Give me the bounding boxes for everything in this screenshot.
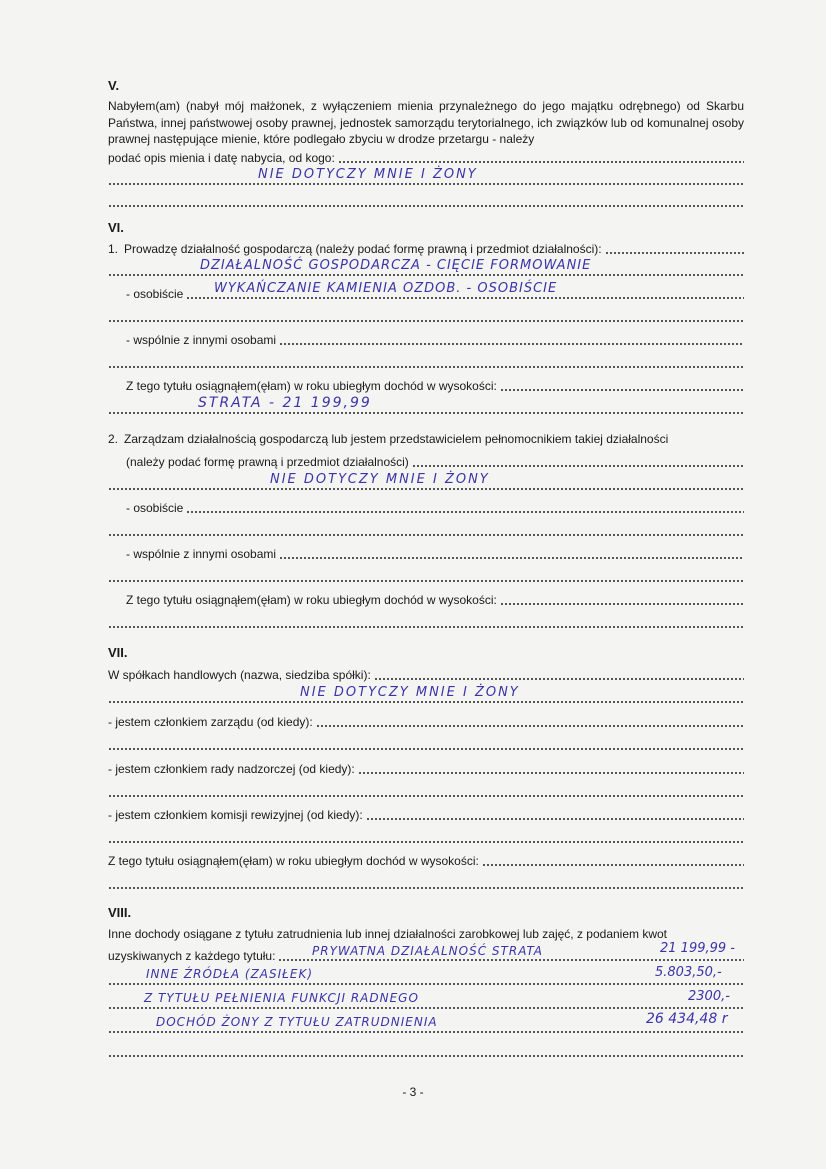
- dotted-line: [186, 297, 744, 299]
- handwritten-income-4-amount: 26 434,48 r: [646, 1011, 728, 1027]
- dotted-line: [108, 1031, 744, 1033]
- vi-dochod-label-line: [108, 377, 744, 395]
- vi-wspolnie2-field[interactable]: [108, 545, 744, 563]
- dotted-line: [108, 626, 744, 628]
- dotted-line: [278, 959, 744, 961]
- field-label: - osobiście: [126, 287, 184, 301]
- field-label: - osobiście: [126, 501, 184, 515]
- dotted-line: [500, 389, 744, 391]
- dotted-line: [605, 252, 744, 254]
- dotted-line: [108, 412, 744, 414]
- dotted-line: [108, 580, 744, 582]
- field-label: podać opis mienia i datę nabycia, od kogo:: [108, 151, 335, 165]
- vi-osobiscie2-field[interactable]: [108, 499, 744, 517]
- field-label: (należy podać formę prawną i przedmiot działalności): [126, 455, 409, 469]
- vii-dochod-field[interactable]: [108, 875, 744, 893]
- section-v-heading: V.: [108, 78, 120, 93]
- field-label: W spółkach handlowych (nazwa, siedziba spółki):: [108, 668, 371, 682]
- field-label: Z tego tytułu osiągnąłem(ęłam) w roku ubiegłym dochód w wysokości:: [108, 854, 479, 868]
- dotted-line: [108, 488, 744, 490]
- viii-label-line-1: [108, 925, 744, 943]
- handwritten-income-2-amount: 5.803,50,-: [655, 965, 722, 980]
- vi-p2-label-line: [108, 430, 744, 448]
- dotted-line: [374, 678, 744, 680]
- handwritten-dochod: STRATA - 21 199,99: [198, 395, 372, 411]
- vii-rada-cont[interactable]: [108, 783, 744, 801]
- field-label: Z tego tytułu osiągnąłem(ęłam) w roku ubiegłym dochód w wysokości:: [126, 593, 497, 607]
- handwritten-osobiscie: WYKAŃCZANIE KAMIENIA OZDOB. - OSOBIŚCIE: [214, 281, 558, 296]
- section-v-paragraph: Nabyłem(am) (nabył mój małżonek, z wyłączeniem mienia przynależnego do jego majątku odrębnego) od Skarbu Państwa, innej państwowej osoby prawnej, jednostek samorządu terytorialnego, ich związków lub od komunalnej osoby prawnej następujące mienie, które podlegało zbyciu w drodze przetargu - należy: [108, 99, 744, 146]
- handwritten-spolki: NIE DOTYCZY MNIE I ŻONY: [300, 685, 520, 700]
- field-label: Zarządzam działalnością gospodarczą lub jestem przedstawicielem pełnomocnikiem takiej działalności: [124, 432, 669, 446]
- vi-osobiscie2-cont[interactable]: [108, 522, 744, 540]
- vii-rada-field[interactable]: [108, 760, 744, 778]
- dotted-line: [366, 818, 744, 820]
- handwritten-income-4: DOCHÓD ŻONY Z TYTUŁU ZATRUDNIENIA: [156, 1015, 438, 1029]
- dotted-line: [108, 534, 744, 536]
- field-label: - jestem członkiem rady nadzorczej (od kiedy):: [108, 762, 355, 776]
- dotted-line: [108, 183, 744, 185]
- dotted-line: [108, 366, 744, 368]
- dotted-line: [108, 983, 744, 985]
- handwritten-p2: NIE DOTYCZY MNIE I ŻONY: [270, 472, 490, 487]
- handwritten-income-1: PRYWATNA DZIAŁALNOŚĆ STRATA: [312, 944, 543, 958]
- vii-dochod-label-line: [108, 852, 744, 870]
- item-number: 1.: [108, 242, 119, 256]
- vii-komisja-field[interactable]: [108, 806, 744, 824]
- handwritten-income-3-amount: 2300,-: [688, 989, 730, 1004]
- vi-wspolnie-cont[interactable]: [108, 354, 744, 372]
- dotted-line: [108, 320, 744, 322]
- item-number: 2.: [108, 432, 119, 446]
- field-label: - wspólnie z innymi osobami: [126, 333, 277, 347]
- section-vii-heading: VII.: [108, 645, 128, 660]
- field-label: Z tego tytułu osiągnąłem(ęłam) w roku ubiegłym dochód w wysokości:: [126, 379, 497, 393]
- field-label: - jestem członkiem komisji rewizyjnej (od kiedy):: [108, 808, 363, 822]
- vi-p1-label-line: [108, 240, 744, 258]
- handwritten-income-3: Z TYTUŁU PEŁNIENIA FUNKCJI RADNEGO: [144, 991, 419, 1005]
- section-viii-heading: VIII.: [108, 905, 132, 920]
- vi-wspolnie2-cont[interactable]: [108, 568, 744, 586]
- vii-spolki-label-line: [108, 666, 744, 684]
- vi-osobiscie-cont[interactable]: [108, 308, 744, 326]
- dotted-line: [482, 864, 744, 866]
- field-label: - jestem członkiem zarządu (od kiedy):: [108, 715, 313, 729]
- vi-p2-label-line-2: [108, 453, 744, 471]
- dotted-line: [108, 841, 744, 843]
- dotted-line: [279, 557, 744, 559]
- field-label: uzyskiwanych z każdego tytułu:: [108, 949, 276, 963]
- handwritten-income-2: INNE ŹRÓDŁA (ZASIŁEK): [146, 967, 314, 981]
- dotted-line: [412, 465, 744, 467]
- dotted-line: [108, 795, 744, 797]
- dotted-line: [108, 748, 744, 750]
- vii-zarzad-cont[interactable]: [108, 736, 744, 754]
- handwritten-forma: DZIAŁALNOŚĆ GOSPODARCZA - CIĘCIE FORMOWANIE: [200, 258, 592, 273]
- handwritten-answer-v: NIE DOTYCZY MNIE I ŻONY: [258, 167, 478, 182]
- field-label: - wspólnie z innymi osobami: [126, 547, 277, 561]
- dotted-line: [500, 603, 744, 605]
- vii-zarzad-field[interactable]: [108, 713, 744, 731]
- viii-field-5[interactable]: [108, 1043, 744, 1061]
- dotted-line: [279, 343, 744, 345]
- dotted-line: [108, 274, 744, 276]
- dotted-line: [108, 701, 744, 703]
- dotted-line: [108, 1055, 744, 1057]
- dotted-line: [108, 887, 744, 889]
- dotted-line: [108, 1007, 744, 1009]
- section-v-field-2[interactable]: [108, 193, 744, 211]
- vii-komisja-cont[interactable]: [108, 829, 744, 847]
- dotted-line: [316, 725, 744, 727]
- field-label: Inne dochody osiągane z tytułu zatrudnienia lub innej działalności zarobkowej lub zajęć, z podaniem kwot: [108, 927, 668, 941]
- field-label: Prowadzę działalność gospodarczą (należy podać formę prawną i przedmiot działalności):: [124, 242, 602, 256]
- dotted-line: [186, 511, 744, 513]
- section-v-field-label: [108, 149, 744, 167]
- vi-dochod2-field[interactable]: [108, 614, 744, 632]
- vi-dochod2-label-line: [108, 591, 744, 609]
- page-number: - 3 -: [402, 1085, 424, 1099]
- dotted-line: [108, 205, 744, 207]
- handwritten-income-1-amount: 21 199,99 -: [660, 941, 735, 956]
- dotted-line: [358, 772, 744, 774]
- section-vi-heading: VI.: [108, 220, 124, 235]
- dotted-line: [338, 161, 744, 163]
- vi-wspolnie-field[interactable]: [108, 331, 744, 349]
